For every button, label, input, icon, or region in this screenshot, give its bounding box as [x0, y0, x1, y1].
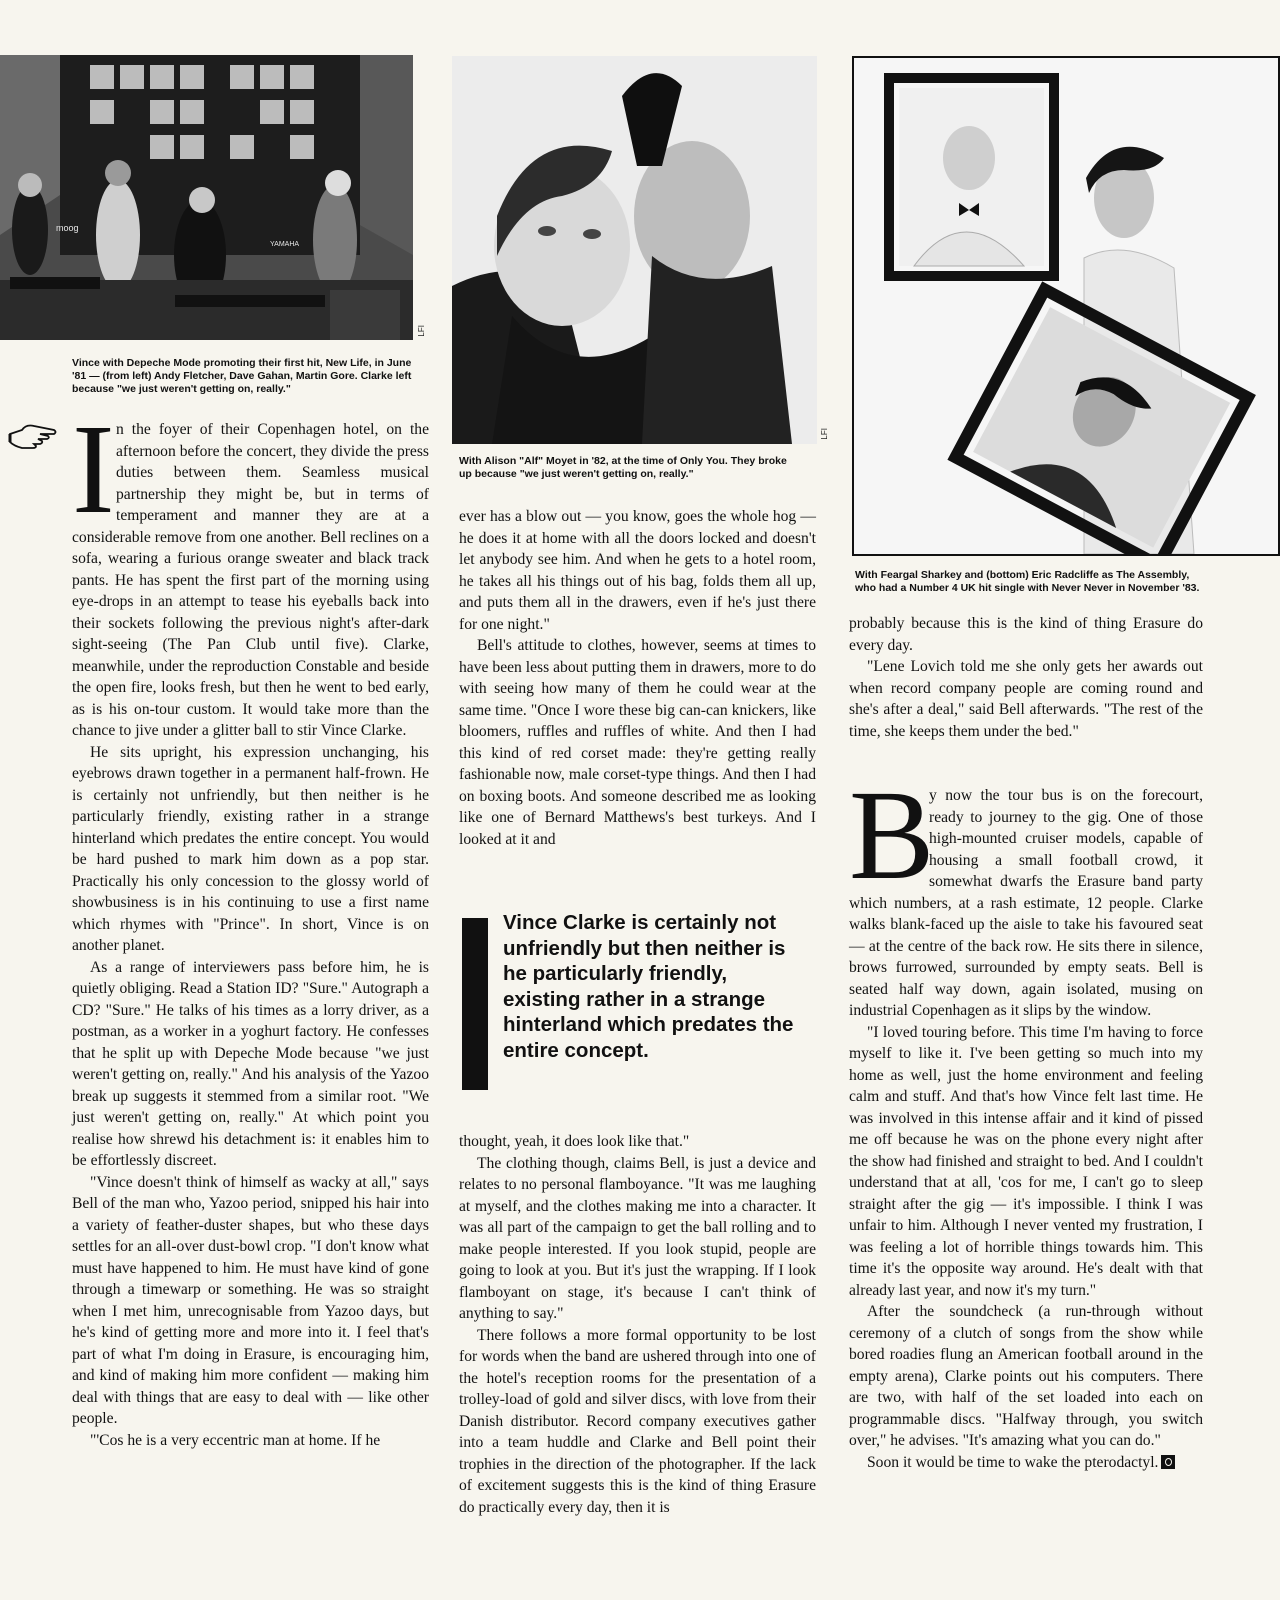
paragraph: Bell's attitude to clothes, however, seems at times to have been less about putting them in drawers, more to do with seeing how many of them he could wear at the same time. "Once I wore these big can-can knickers, like bloomers, ruffles and ruffles of white. And then I had this kind of red corset made: they're getting really fashionable now, male corset-type things. And then I had on boxing boots. And someone described me as looking like one of Bernard Matthews's best turkeys. And I looked at it and [459, 637, 816, 848]
pointing-hand-icon [8, 420, 58, 452]
paragraph: There follows a more formal opportunity to be lost for words when the band are ushered through into one of the hotel's reception rooms for the presentation of a trolley-load of gold and silver discs, with love from their Danish distributor. Record company executives gather into a team huddle and Clarke and Bell point their trophies in the direction of the photographer. If the lack of excitement suggests this is the kind of thing Erasure do practically every day, then it is [459, 1326, 816, 1516]
photo-the-assembly [852, 56, 1280, 556]
photo-caption: Vince with Depeche Mode promoting their first hit, New Life, in June '81 — (from left) Andy Fletcher, Dave Gahan, Martin Gore. Clarke left because "we just weren't getting on, really." [72, 357, 412, 395]
drop-cap: I [72, 398, 115, 540]
paragraph: "'Cos he is a very eccentric man at home. If he [90, 1431, 381, 1449]
article-column-2-bottom [459, 1131, 816, 1518]
photo-credit: LFI [417, 325, 426, 337]
portrait-image [452, 56, 817, 444]
photo-credit: LFI [820, 428, 829, 440]
photo-caption: With Alison "Alf" Moyet in '82, at the time of Only You. They broke up because "we just weren't getting on, really." [459, 455, 787, 480]
frames-image [854, 58, 1278, 554]
photo-alison-moyet [452, 56, 817, 444]
article-column-1 [72, 398, 429, 1451]
paragraph: After the soundcheck (a run-through without ceremony of a clutch of songs from the show while bored roadies flung an American football around in the empty arena), Clarke points out his computers. There are two, with half of the set loaded into each on programmable discs. "Halfway through, you switch over," he advises. "It's amazing what you can do." [849, 1303, 1203, 1449]
paragraph-final [849, 1452, 1203, 1474]
end-of-article-icon [1161, 1455, 1175, 1469]
photo-caption: With Feargal Sharkey and (bottom) Eric Radcliffe as The Assembly, who had a Number 4 UK hit single with Never Never in November '83. [855, 569, 1200, 594]
paragraph: thought, yeah, it does look like that." [459, 1133, 690, 1150]
paragraph: "I loved touring before. This time I'm having to force myself to like it. I've been getting so much into my home as well, just the home environment and feeling calm and stuff. And that's how Vince felt last time. He was involved in this intense affair and it kind of pissed me off because he was on the phone every night after the show had finished and straight to bed. And I couldn't understand that at all, 'cos for me, I can't go to sleep straight after the gig — it's impossible. I think I was unfair to him. Although I never vented my frustration, I was feeling a lot of horrible things towards him. This time it's the opposite way around. He's dealt with that already last year, and now it's my turn." [849, 1023, 1203, 1299]
paragraph: y now the tour bus is on the forecourt, ready to journey to the gig. One of those high-mounted cruiser models, capable of housing a small football crowd, it somewhat dwarfs the Erasure band party which numbers, at a rash estimate, 12 people. Clarke walks blank-faced up the aisle to take his favoured seat — at the centre of the back row. He sits there in silence, brows furrowed, surrounded by empty seats. Bell is seated half way down, again isolated, musing on industrial Copenhagen as it slips by the window. [849, 787, 1203, 1019]
keyboard-label-yamaha: YAMAHA [270, 241, 300, 248]
stage-image [0, 55, 413, 340]
paragraph: He sits upright, his expression unchanging, his eyebrows drawn together in a permanent half-frown. He is certainly not unfriendly, but then neither is he particularly friendly, existing rather in a strange hinterland which predates the entire concept. You would be hard pushed to mark him down as a pop star. Practically his only concession to the glossy world of showbusiness is in his continuing to use a first name which rhymes with "Prince". In short, Vince is on another planet. [72, 743, 429, 954]
drop-cap: B [849, 764, 935, 906]
photo-depeche-mode [0, 55, 413, 340]
paragraph: "Vince doesn't think of himself as wacky at all," says Bell of the man who, Yazoo period, snipped his hair into a variety of feather-duster shapes, but who these days settles for an all-over dust-bowl crop. "I don't know what must have happened to him. He must have kind of gone through a timewarp or something. He was so straight when I met him, unrecognisable from Yazoo days, but he's kind of getting more and more into it. I feel that's part of what I'm doing in Erasure, is encouraging him, and kind of making him more confident — making him deal with things that are easy to deal with — like other people. [72, 1173, 429, 1427]
article-column-3-top [849, 613, 1203, 742]
closing-sentence: Soon it would be time to wake the pterodactyl. [867, 1453, 1159, 1471]
paragraph: "Lene Lovich told me she only gets her awards out when record company people are coming round and she's after a deal," said Bell afterwards. "The rest of the time, she keeps them under the bed." [849, 658, 1203, 740]
keyboard-label-moog: moog [56, 223, 79, 233]
paragraph: probably because this is the kind of thing Erasure do every day. [849, 615, 1203, 654]
paragraph: As a range of interviewers pass before him, he is quietly obliging. Read a Station ID? "Sure." Autograph a CD? "Sure." He talks of his times as a lorry driver, as a postman, as a worker in a yoghurt factory. He confesses that he split up with Depeche Mode because "we just weren't getting on, really." And his analysis of the Yazoo break up suggests it stemmed from a similar root. "We just weren't getting on, really." At which point you realise how shrewd his detachment is: it enables him to be effortlessly discreet. [72, 958, 429, 1169]
paragraph: ever has a blow out — you know, goes the whole hog — he does it at home with all the doors locked and doesn't let anybody see him. And when he gets to a hotel room, he takes all his things out of his bag, folds them all up, and puts them all in the drawers, even if he's just there for one night." [459, 508, 816, 633]
pull-quote-bar [462, 918, 488, 1090]
pull-quote: Vince Clarke is certainly not unfriendly but then neither is he particularly friendly, existing rather in a strange hinterland which predates the entire concept. [503, 911, 794, 1062]
article-column-2-top [459, 506, 816, 850]
paragraph: The clothing though, claims Bell, is just a device and relates to no personal flamboyance. "It was me laughing at myself, and the clothes making me into a character. It was all part of the campaign to get the ball rolling and to make people interested. If you look stupid, people are going to look at you. But it's just the wrapping. If I look flamboyant on stage, it's because I can't think of anything to say." [459, 1154, 816, 1322]
article-column-3-section [849, 764, 1203, 1473]
paragraph: n the foyer of their Copenhagen hotel, on the afternoon before the concert, they divide the press duties between them. Seamless musical partnership they might be, but in terms of temperament and manner they are at a considerable remove from one another. Bell reclines on a sofa, wearing a furious orange sweater and black track pants. He has spent the first part of the morning using eye-drops in an attempt to tease his eyeballs back into their sockets following the previous night's after-dark sight-seeing (The Pan Club until five). Clarke, meanwhile, under the reproduction Constable and beside the open fire, looks fresh, but then he went to bed early, as is his on-tour custom. It would take more than the chance to jive under a glitter ball to stir Vince Clarke. [72, 421, 429, 739]
